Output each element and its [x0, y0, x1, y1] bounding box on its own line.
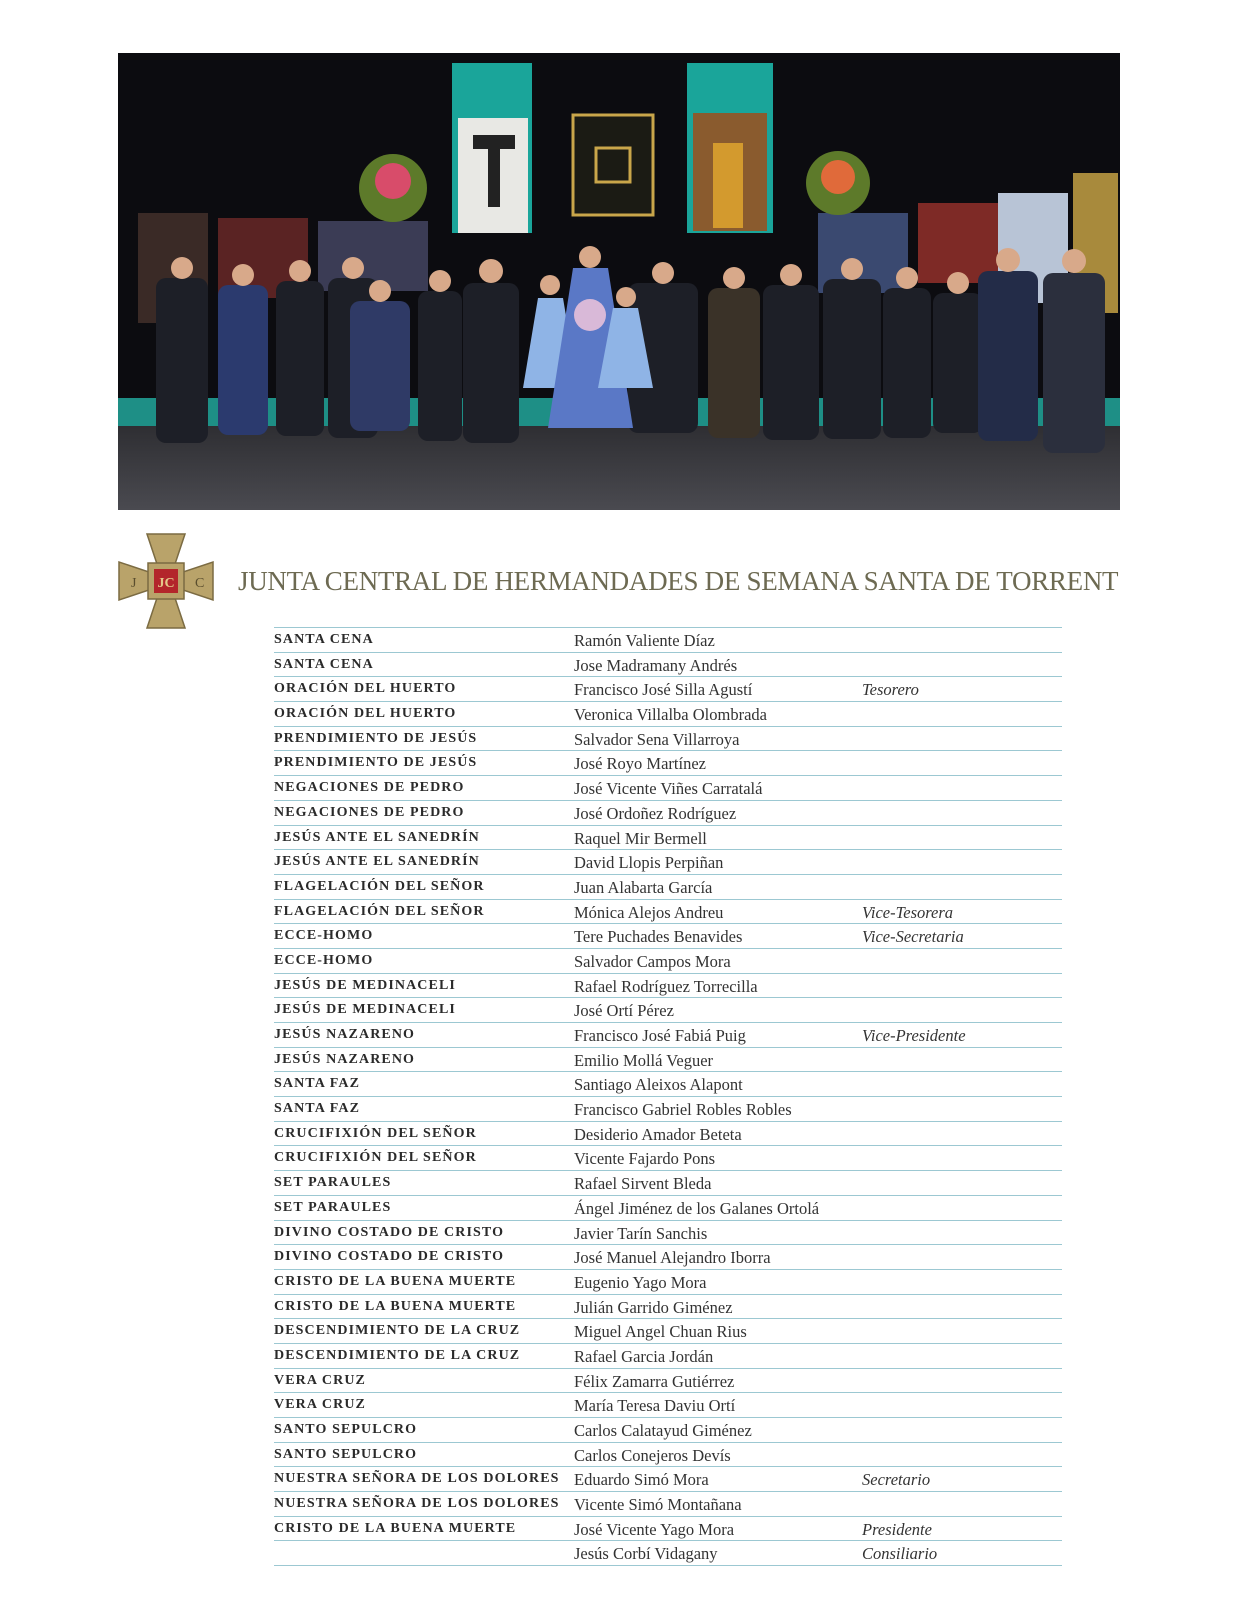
table-row [274, 1492, 1062, 1517]
table-row [274, 1245, 1062, 1270]
member-name: José Royo Martínez [574, 754, 706, 774]
table-row [274, 1270, 1062, 1295]
member-name: Francisco Gabriel Robles Robles [574, 1100, 792, 1120]
brotherhood-name: ORACIÓN DEL HUERTO [274, 681, 457, 697]
member-name: Jesús Corbí Vidagany [574, 1544, 718, 1564]
brotherhood-name: SANTA FAZ [274, 1076, 361, 1092]
member-name: Salvador Campos Mora [574, 951, 731, 971]
table-row [274, 826, 1062, 851]
member-name: Eugenio Yago Mora [574, 1272, 707, 1292]
svg-text:C: C [195, 576, 205, 591]
table-row [274, 1097, 1062, 1122]
table-row [274, 1146, 1062, 1171]
cross-emblem-icon [117, 532, 215, 630]
brotherhood-name: NEGACIONES DE PEDRO [274, 780, 465, 796]
member-name: José Ordoñez Rodríguez [574, 803, 737, 823]
table-row [274, 1023, 1062, 1048]
table-row [274, 727, 1062, 752]
table-row [274, 628, 1062, 653]
table-row [274, 1171, 1062, 1196]
brotherhood-name: ECCE-HOMO [274, 928, 374, 944]
member-name: Santiago Aleixos Alapont [574, 1075, 743, 1095]
member-name: María Teresa Daviu Ortí [574, 1396, 736, 1416]
table-row [274, 1393, 1062, 1418]
brotherhood-name: SANTA CENA [274, 632, 374, 647]
member-name: Eduardo Simó Mora [574, 1470, 709, 1490]
page-title: JUNTA CENTRAL DE HERMANDADES DE SEMANA SANTA DE TORRENT [238, 566, 1119, 596]
table-row [274, 1344, 1062, 1369]
member-name: Vicente Fajardo Pons [574, 1149, 716, 1169]
table-row [274, 751, 1062, 776]
brotherhood-name: VERA CRUZ [274, 1397, 366, 1413]
member-name: Miguel Angel Chuan Rius [574, 1322, 747, 1342]
brotherhood-name: ORACIÓN DEL HUERTO [274, 706, 457, 722]
brotherhood-name: VERA CRUZ [274, 1372, 366, 1388]
table-row [274, 949, 1062, 974]
member-name: Julián Garrido Giménez [574, 1297, 733, 1317]
brotherhood-name: CRISTO DE LA BUENA MUERTE [274, 1273, 517, 1289]
table-row [274, 1196, 1062, 1221]
table-row [274, 1319, 1062, 1344]
table-row [274, 702, 1062, 727]
table-row [274, 653, 1062, 678]
table-row [274, 776, 1062, 801]
member-name: José Vicente Viñes Carratalá [574, 779, 763, 799]
table-row [274, 1295, 1062, 1320]
brotherhood-name: SET PARAULES [274, 1175, 392, 1191]
brotherhood-name: CRISTO DE LA BUENA MUERTE [274, 1520, 517, 1536]
table-row [274, 875, 1062, 900]
brotherhood-name: FLAGELACIÓN DEL SEÑOR [274, 878, 485, 894]
brotherhood-name: PRENDIMIENTO DE JESÚS [274, 730, 478, 746]
member-name: Francisco José Silla Agustí [574, 680, 753, 700]
table-row [274, 1467, 1062, 1492]
member-name: José Ortí Pérez [574, 1001, 674, 1021]
brotherhood-name: JESÚS ANTE EL SANEDRÍN [274, 854, 480, 870]
member-name: Carlos Conejeros Devís [574, 1445, 731, 1465]
member-name: Juan Alabarta García [574, 877, 713, 897]
member-name: Félix Zamarra Gutiérrez [574, 1371, 735, 1391]
member-name: José Vicente Yago Mora [574, 1519, 735, 1539]
brotherhood-name: SANTO SEPULCRO [274, 1446, 418, 1462]
brotherhood-name: DIVINO COSTADO DE CRISTO [274, 1249, 505, 1265]
member-name: Ángel Jiménez de los Galanes Ortolá [574, 1198, 820, 1218]
member-role: Secretario [862, 1470, 931, 1490]
brotherhood-name: JESÚS ANTE EL SANEDRÍN [274, 829, 480, 845]
table-row [274, 1122, 1062, 1147]
member-name: Francisco José Fabiá Puig [574, 1026, 746, 1045]
member-name: Rafael Garcia Jordán [574, 1346, 714, 1366]
brotherhood-name: CRISTO DE LA BUENA MUERTE [274, 1298, 517, 1314]
table-row [274, 1443, 1062, 1468]
member-role: Consiliario [862, 1544, 938, 1564]
member-role: Presidente [862, 1519, 932, 1539]
table-row [274, 1541, 1062, 1566]
table-row [274, 924, 1062, 949]
member-name: Tere Puchades Benavides [574, 927, 743, 947]
table-row [274, 801, 1062, 826]
brotherhood-name: DESCENDIMIENTO DE LA CRUZ [274, 1323, 521, 1339]
brotherhood-name: NUESTRA SEÑORA DE LOS DOLORES [274, 1496, 560, 1512]
group-photo-icon [118, 53, 1120, 510]
svg-text:JC: JC [157, 576, 175, 591]
roster-table [274, 627, 1062, 1566]
brotherhood-name: SET PARAULES [274, 1199, 392, 1215]
brotherhood-name: FLAGELACIÓN DEL SEÑOR [274, 903, 485, 919]
brotherhood-name: DIVINO COSTADO DE CRISTO [274, 1224, 505, 1240]
table-row [274, 1418, 1062, 1443]
brotherhood-name: PRENDIMIENTO DE JESÚS [274, 755, 478, 771]
table-row [274, 1221, 1062, 1246]
table-row [274, 974, 1062, 999]
brotherhood-name: JESÚS NAZARENO [274, 1027, 416, 1042]
brotherhood-name: SANTO SEPULCRO [274, 1422, 418, 1437]
member-name: Veronica Villalba Olombrada [574, 705, 767, 725]
member-name: Javier Tarín Sanchis [574, 1223, 708, 1243]
brotherhood-name: JESÚS NAZARENO [274, 1051, 416, 1067]
member-role: Vice-Secretaria [862, 927, 964, 947]
brotherhood-name: CRUCIFIXIÓN DEL SEÑOR [274, 1150, 477, 1166]
member-name: Mónica Alejos Andreu [574, 902, 724, 922]
member-name: Ramón Valiente Díaz [574, 631, 715, 650]
brotherhood-name: NUESTRA SEÑORA DE LOS DOLORES [274, 1471, 560, 1487]
brotherhood-name: DESCENDIMIENTO DE LA CRUZ [274, 1347, 521, 1363]
member-name: Vicente Simó Montañana [574, 1495, 742, 1515]
table-row [274, 1048, 1062, 1073]
table-row [274, 1072, 1062, 1097]
table-row [274, 900, 1062, 925]
brotherhood-name: JESÚS DE MEDINACELI [274, 1002, 456, 1018]
member-name: Jose Madramany Andrés [574, 655, 738, 675]
member-name: José Manuel Alejandro Iborra [574, 1248, 771, 1268]
member-name: Emilio Mollá Veguer [574, 1050, 714, 1070]
member-role: Vice-Presidente [862, 1026, 966, 1045]
table-row [274, 850, 1062, 875]
member-name: Rafael Sirvent Bleda [574, 1174, 712, 1194]
table-row [274, 998, 1062, 1023]
brotherhood-name: SANTA FAZ [274, 1101, 361, 1117]
table-row [274, 1517, 1062, 1542]
brotherhood-name: NEGACIONES DE PEDRO [274, 804, 465, 820]
svg-text:J: J [131, 576, 137, 591]
member-role: Tesorero [862, 680, 919, 700]
brotherhood-name: ECCE-HOMO [274, 952, 374, 968]
brotherhood-name: CRUCIFIXIÓN DEL SEÑOR [274, 1125, 477, 1141]
member-name: Desiderio Amador Beteta [574, 1124, 742, 1144]
group-photo [118, 53, 1120, 510]
table-row [274, 1369, 1062, 1394]
member-name: Rafael Rodríguez Torrecilla [574, 976, 758, 996]
member-name: Carlos Calatayud Giménez [574, 1421, 752, 1440]
brotherhood-name: SANTA CENA [274, 656, 374, 672]
brotherhood-name: JESÚS DE MEDINACELI [274, 977, 456, 993]
table-row [274, 677, 1062, 702]
member-name: Raquel Mir Bermell [574, 828, 707, 848]
member-role: Vice-Tesorera [862, 902, 954, 922]
member-name: David Llopis Perpiñan [574, 853, 724, 873]
member-name: Salvador Sena Villarroya [574, 729, 740, 749]
